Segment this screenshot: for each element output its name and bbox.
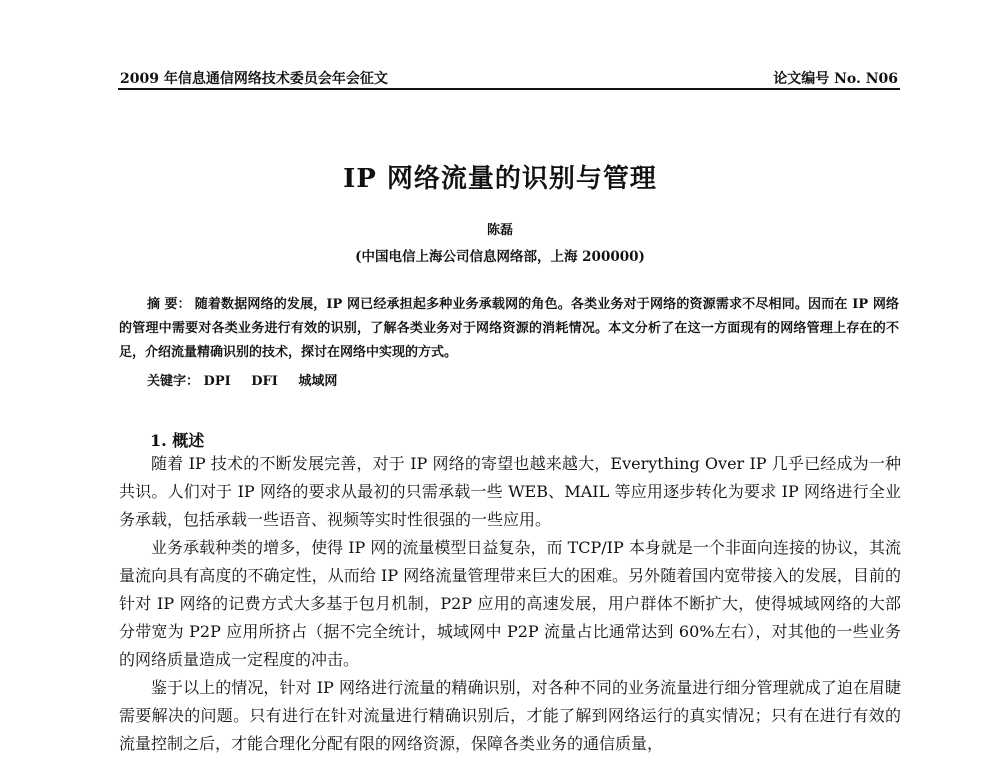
header-conference: 2009 年信息通信网络技术委员会年会征文 — [120, 71, 388, 87]
keyword: 城域网 — [298, 374, 338, 389]
keyword: DFI — [251, 374, 278, 389]
author-affiliation: (中国电信上海公司信息网络部，上海 200000) — [355, 249, 645, 265]
keywords-label: 关键字： — [147, 374, 200, 389]
body-paragraph: 随着 IP 技术的不断发展完善，对于 IP 网络的寄望也越来越大，Everything Over IP 几乎已经成为一种共识。人们对于 IP 网络的要求从最初的只需承载一些 WEB、MAIL 等应用逐步转化为要求 IP 网络进行全业务承载，包括承载一些语音、视频等实时性很强的一些应用。 — [119, 454, 901, 529]
body-paragraph: 业务承载种类的增多，使得 IP 网的流量模型日益复杂，而 TCP/IP 本身就是一个非面向连接的协议，其流量流向具有高度的不确定性，从而给 IP 网络流量管理带来巨大的困难。另外随着国内宽带接入的发展，目前的针对 IP 网络的记费方式大多基于包月机制，P2P 应用的高速发展，用户群体不断扩大，使得城域网络的大部分带宽为 P2P 应用所挤占（据不完全统计，城域网中 P2P 流量占比通常达到 60%左右），对其他的一些业务的网络质量造成一定程度的冲击。 — [119, 538, 901, 669]
section-heading: 1. 概述 — [150, 431, 205, 450]
abstract-text: 随着数据网络的发展，IP 网已经承担起多种业务承载网的角色。各类业务对于网络的资源需求不尽相同。因而在 IP 网络的管理中需要对各类业务进行有效的识别，了解各类业务对于网络资源的消耗情况。本文分析了在这一方面现有的网络管理上存在的不足，介绍流量精确识别的技术，探讨在网络中实现的方式。 — [119, 297, 899, 360]
author-name: 陈磊 — [486, 223, 513, 238]
header-paper-number: 论文编号 No. N06 — [773, 71, 898, 87]
running-header — [120, 68, 898, 88]
keywords — [147, 370, 353, 389]
paper-title: IP 网络流量的识别与管理 — [343, 164, 657, 194]
abstract-label: 摘 要： — [147, 297, 191, 312]
header-rule — [118, 88, 900, 90]
keyword: DPI — [203, 374, 231, 389]
body-paragraph: 鉴于以上的情况，针对 IP 网络进行流量的精确识别，对各种不同的业务流量进行细分管理就成了迫在眉睫需要解决的问题。只有进行在针对流量进行精确识别后，才能了解到网络运行的真实情况；只有在进行有效的流量控制之后，才能合理化分配有限的网络资源，保障各类业务的通信质量， — [119, 678, 901, 753]
abstract — [119, 293, 899, 365]
section-body — [119, 450, 901, 758]
